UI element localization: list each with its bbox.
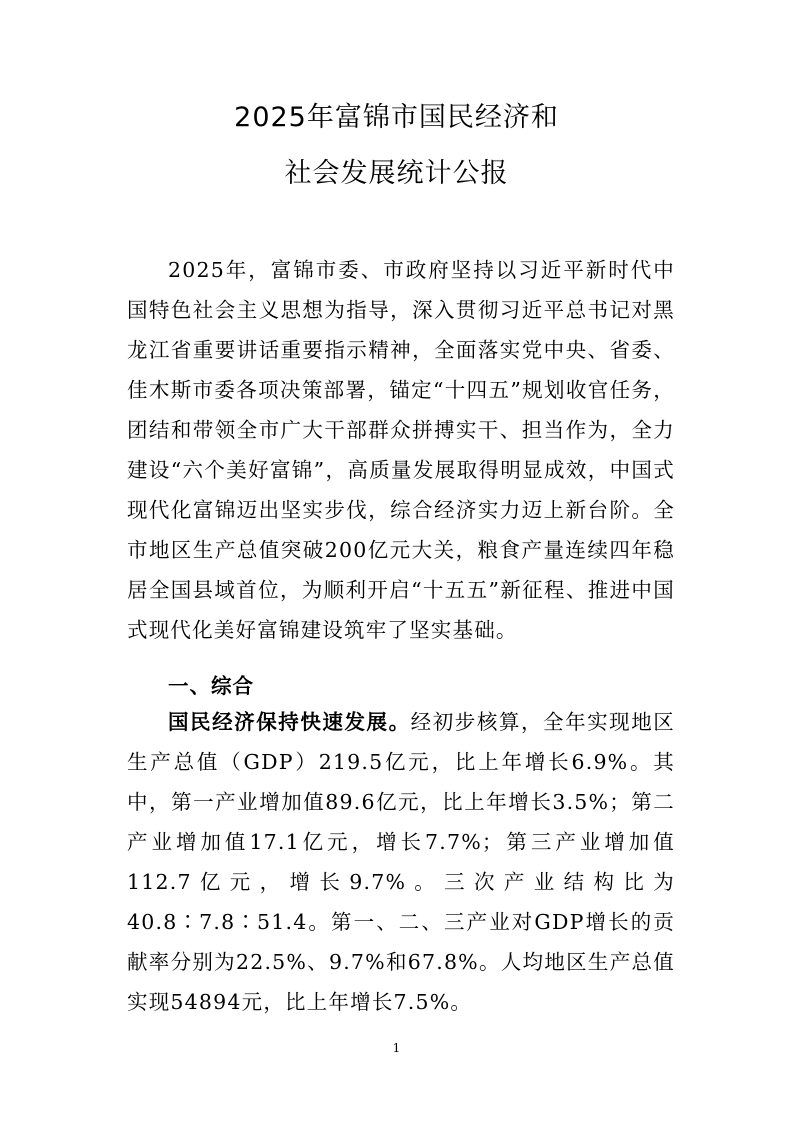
section-heading-overview: 一、综合 [168,674,254,698]
economy-paragraph-text: 经初步核算，全年实现地区生产总值（GDP）219.5亿元，比上年增长6.9%。其中，第一产业增加值89.6亿元，比上年增长3.5%；第二产业增加值17.1亿元，增长7.7%；第三产业增加值112.7亿元，增长9.7%。三次产业结构比为40.8∶7.8∶51.4。第一、二、三产业对GDP增长的贡献率分别为22.5%、9.7%和67.8%。人均地区生产总值实现54894元，比上年增长7.5%。 [127,710,676,1014]
document-title-line-2: 社会发展统计公报 [284,158,509,189]
economy-paragraph [127,702,675,1022]
document-title-line-1: 2025年富锦市国民经济和 [234,102,559,133]
economy-lead-sentence: 国民经济保持快速发展。 [168,710,411,734]
page-number: 1 [392,1041,401,1055]
intro-paragraph: 2025年，富锦市委、市政府坚持以习近平新时代中国特色社会主义思想为指导，深入贯彻习近平总书记对黑龙江省重要讲话重要指示精神，全面落实党中央、省委、佳木斯市委各项决策部署，锚定“十四五”规划收官任务，团结和带领全市广大干部群众拼搏实干、担当作为，全力建设“六个美好富锦”，高质量发展取得明显成效，中国式现代化富锦迈出坚实步伐，综合经济实力迈上新台阶。全市地区生产总值突破200亿元大关，粮食产量连续四年稳居全国县域首位，为顺利开启“十五五”新征程、推进中国式现代化美好富锦建设筑牢了坚实基础。 [127,258,675,642]
